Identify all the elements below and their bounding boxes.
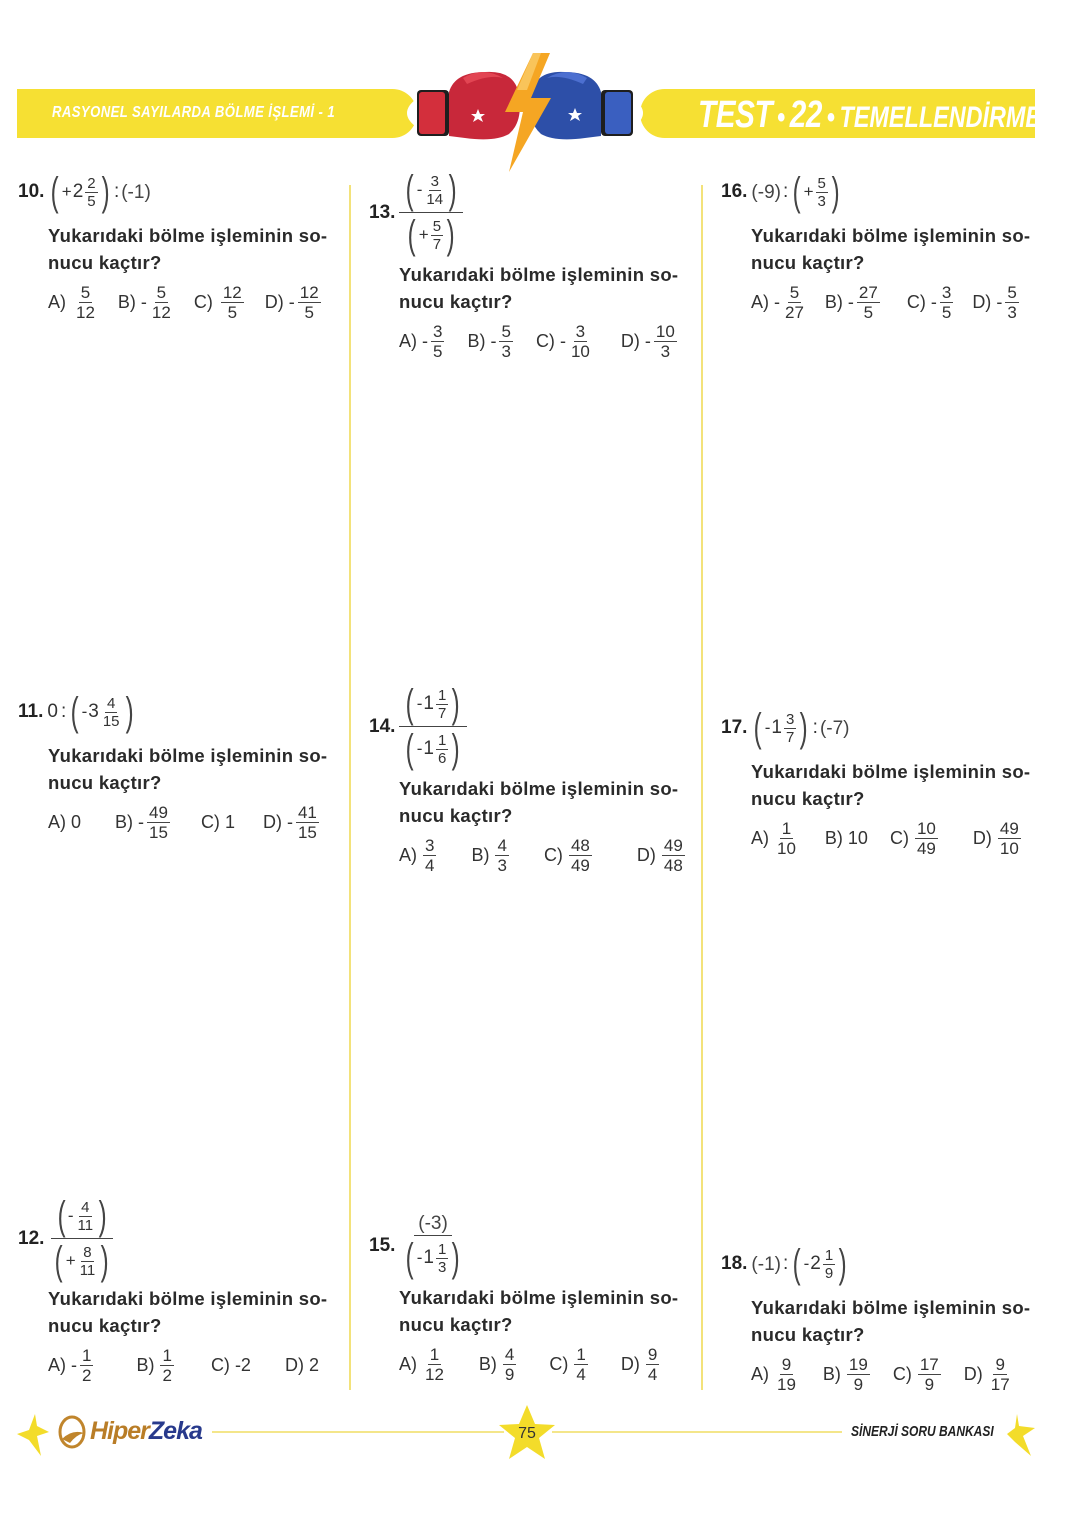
question-text: Yukarıdaki bölme işleminin so- nucu kaçtır? bbox=[48, 225, 328, 273]
option-d[interactable]: D) - $\frac{12}{5}$ bbox=[264, 283, 319, 322]
question-18 bbox=[721, 1244, 1041, 1393]
topic-title: RASYONEL SAYILARDA BÖLME İŞLEMİ - 1 bbox=[52, 104, 336, 121]
question-number: 14. bbox=[369, 715, 396, 737]
option-c[interactable]: C) $\frac{12}{5}$ bbox=[193, 283, 242, 322]
question-number: 12. bbox=[18, 1227, 45, 1249]
option-c[interactable]: C) $\frac{48}{49}$ bbox=[543, 836, 590, 875]
division-expression: ( - 1 $\frac{3}{7}$ ) : (-7) bbox=[754, 706, 850, 750]
option-d[interactable]: D) $\frac{49}{10}$ bbox=[972, 819, 1019, 858]
question-number: 10. bbox=[18, 181, 45, 202]
option-b[interactable]: B) - $\frac{27}{5}$ bbox=[824, 283, 878, 322]
division-expression: ( - 1 $\frac{1}{7}$ ) ( - 1 $\frac{1}{6}$ ) bbox=[399, 684, 466, 769]
answer-options bbox=[399, 837, 689, 874]
question-17 bbox=[721, 708, 1041, 857]
option-c[interactable]: C) - $\frac{3}{5}$ bbox=[906, 283, 952, 322]
question-text: Yukarıdaki bölme işleminin so- nucu kaçtır? bbox=[399, 264, 679, 312]
option-d[interactable]: D) $\frac{9}{4}$ bbox=[620, 1345, 658, 1384]
question-number: 17. bbox=[721, 717, 748, 738]
division-expression: ( - $\frac{3}{14}$ ) ( + $\frac{5}{7}$ ) bbox=[399, 170, 463, 255]
division-expression: ( - $\frac{4}{11}$ ) ( + $\frac{8}{11}$ ) bbox=[48, 1196, 115, 1281]
option-b[interactable]: B) $\frac{4}{3}$ bbox=[471, 836, 507, 875]
question-number: 13. bbox=[369, 201, 396, 223]
bullet: • bbox=[826, 101, 835, 134]
question-text: Yukarıdaki bölme işleminin so- nucu kaçtır? bbox=[399, 778, 679, 826]
fraction: $\frac{5}{3}$ bbox=[817, 174, 826, 210]
column-divider bbox=[701, 185, 703, 1390]
hiperzeka-logo: HiperZeka bbox=[56, 1413, 202, 1449]
option-c[interactable]: C) $\frac{1}{4}$ bbox=[549, 1345, 586, 1384]
question-text: Yukarıdaki bölme işleminin so- nucu kaçtır? bbox=[399, 1287, 679, 1335]
option-d[interactable]: D) - $\frac{5}{3}$ bbox=[972, 283, 1017, 322]
option-a[interactable]: A) - $\frac{5}{27}$ bbox=[751, 283, 804, 322]
test-type: TEMELLENDİRME bbox=[839, 101, 1042, 134]
test-number: 22 bbox=[789, 94, 822, 136]
fraction: $\frac{3}{7}$ bbox=[786, 710, 795, 746]
question-number: 11. bbox=[18, 701, 44, 722]
question-text: Yukarıdaki bölme işleminin so- nucu kaçtır? bbox=[48, 1288, 328, 1336]
division-expression: (-9) : ( + $\frac{5}{3}$ ) bbox=[751, 170, 840, 214]
question-11 bbox=[18, 692, 338, 841]
option-b[interactable]: B) 10 bbox=[824, 828, 868, 848]
option-d[interactable]: D) $\frac{49}{48}$ bbox=[636, 836, 683, 875]
option-b[interactable]: B) $\frac{4}{9}$ bbox=[478, 1345, 515, 1384]
question-16 bbox=[721, 172, 1041, 321]
answer-options bbox=[751, 820, 1041, 857]
option-a[interactable]: A) - $\frac{1}{2}$ bbox=[48, 1346, 92, 1385]
fraction: $\frac{2}{5}$ bbox=[87, 174, 96, 210]
option-b[interactable]: B) $\frac{1}{2}$ bbox=[136, 1346, 172, 1385]
question-number: 18. bbox=[721, 1253, 748, 1274]
fraction: $\frac{4}{15}$ bbox=[102, 694, 120, 730]
question-10 bbox=[18, 172, 338, 321]
question-12 bbox=[18, 1196, 338, 1384]
option-b[interactable]: B) - $\frac{5}{3}$ bbox=[467, 322, 511, 361]
fraction: $\frac{1}{9}$ bbox=[824, 1246, 834, 1282]
option-a[interactable]: A) $\frac{3}{4}$ bbox=[399, 836, 435, 875]
option-b[interactable]: B) $\frac{19}{9}$ bbox=[822, 1355, 868, 1394]
question-15 bbox=[369, 1214, 689, 1383]
option-c[interactable]: C) - $\frac{3}{10}$ bbox=[535, 322, 590, 361]
option-b[interactable]: B) - $\frac{5}{12}$ bbox=[117, 283, 171, 322]
option-a[interactable]: A) 0 bbox=[48, 812, 82, 832]
option-d[interactable]: D) 2 bbox=[284, 1355, 319, 1375]
page-number: 75 bbox=[518, 1425, 536, 1442]
option-d[interactable]: D) - $\frac{10}{3}$ bbox=[620, 322, 675, 361]
test-title bbox=[698, 94, 1041, 137]
answer-options bbox=[751, 284, 1041, 321]
answer-options bbox=[399, 1346, 689, 1383]
question-14 bbox=[369, 684, 689, 874]
option-b[interactable]: B) - $\frac{49}{15}$ bbox=[115, 803, 168, 842]
test-label: TEST bbox=[698, 94, 773, 136]
footer-rule bbox=[212, 1431, 504, 1433]
footer-rule bbox=[552, 1431, 842, 1433]
option-c[interactable]: C) -2 bbox=[210, 1355, 251, 1375]
option-c[interactable]: C) $\frac{17}{9}$ bbox=[892, 1355, 939, 1394]
question-number: 16. bbox=[721, 181, 748, 202]
series-name: SİNERJİ SORU BANKASI bbox=[851, 1423, 994, 1440]
question-number: 15. bbox=[369, 1235, 396, 1256]
option-a[interactable]: A) - $\frac{3}{5}$ bbox=[399, 322, 443, 361]
option-c[interactable]: C) 1 bbox=[200, 812, 235, 832]
division-expression: (-3) ( - 1 $\frac{1}{3}$ ) bbox=[406, 1213, 461, 1280]
option-a[interactable]: A) $\frac{1}{12}$ bbox=[399, 1345, 444, 1384]
answer-options bbox=[399, 323, 689, 360]
option-d[interactable]: D) $\frac{9}{17}$ bbox=[963, 1355, 1010, 1394]
option-a[interactable]: A) $\frac{5}{12}$ bbox=[48, 283, 95, 322]
egg-logo-icon bbox=[56, 1413, 88, 1449]
division-expression: 0 : ( - 3 $\frac{4}{15}$ ) bbox=[47, 690, 134, 734]
question-text: Yukarıdaki bölme işleminin so- nucu kaçtır? bbox=[751, 761, 1031, 809]
boxing-gloves-icon bbox=[405, 50, 645, 175]
question-text: Yukarıdaki bölme işleminin so- nucu kaçtır? bbox=[751, 1297, 1031, 1345]
answer-options bbox=[48, 284, 338, 321]
option-a[interactable]: A) $\frac{9}{19}$ bbox=[751, 1355, 796, 1394]
question-13 bbox=[369, 170, 689, 360]
question-text: Yukarıdaki bölme işleminin so- nucu kaçtır? bbox=[751, 225, 1031, 273]
option-a[interactable]: A) $\frac{1}{10}$ bbox=[751, 819, 796, 858]
star-icon bbox=[15, 1412, 51, 1458]
division-expression: ( + 2 $\frac{2}{5}$ ) : (-1) bbox=[51, 170, 151, 214]
option-c[interactable]: C) $\frac{10}{49}$ bbox=[889, 819, 936, 858]
option-d[interactable]: D) - $\frac{41}{15}$ bbox=[262, 803, 317, 842]
column-divider bbox=[349, 185, 351, 1390]
answer-options bbox=[751, 1356, 1041, 1393]
division-expression: (-1) : ( - 2 $\frac{1}{9}$ ) bbox=[751, 1242, 847, 1286]
star-icon bbox=[1003, 1412, 1039, 1458]
answer-options bbox=[48, 1347, 338, 1384]
question-text: Yukarıdaki bölme işleminin so- nucu kaçtır? bbox=[48, 745, 328, 793]
answer-options bbox=[48, 804, 338, 841]
bullet: • bbox=[776, 101, 786, 134]
